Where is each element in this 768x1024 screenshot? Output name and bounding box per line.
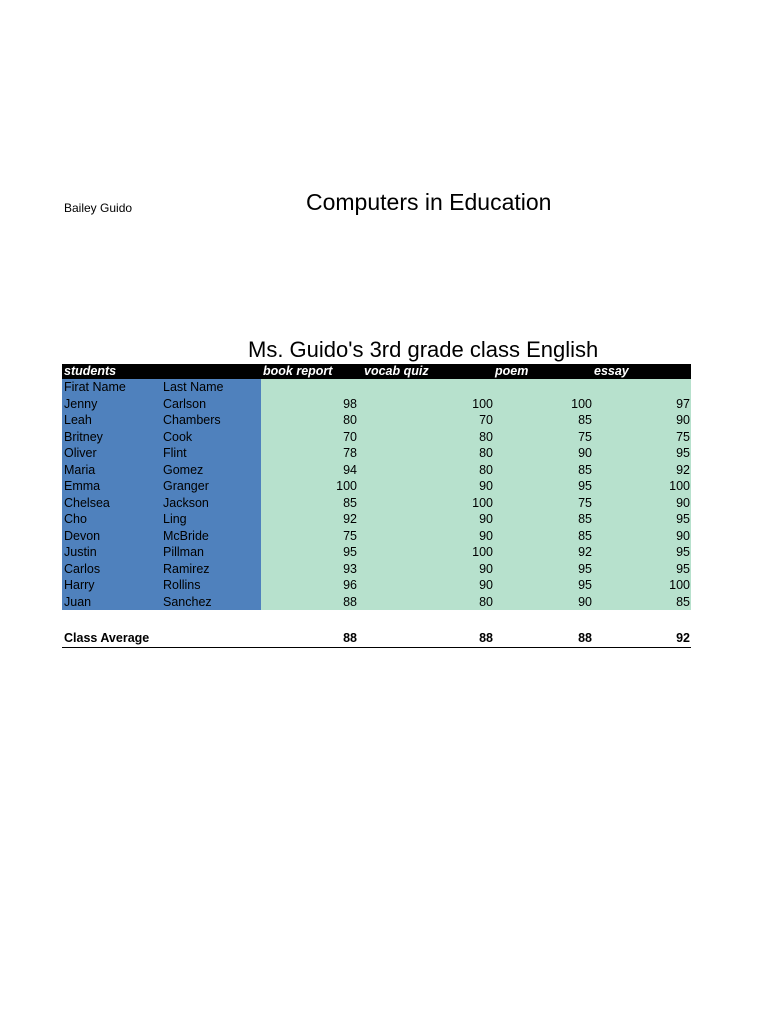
last-name-cell: Pillman	[163, 545, 204, 559]
first-name-label: Firat Name	[64, 380, 126, 394]
last-name-cell: Flint	[163, 446, 187, 460]
first-name-cell: Britney	[64, 429, 103, 444]
last-name-cell: Ling	[163, 512, 187, 526]
score-poem: 85	[578, 413, 592, 427]
score-book-report: 100	[336, 479, 357, 493]
grades-table	[62, 364, 691, 610]
header-book-report: book report	[263, 364, 333, 378]
first-name-cell: Chelsea	[64, 495, 110, 510]
table-row	[62, 544, 691, 561]
first-name-cell: Harry	[64, 578, 95, 592]
score-vocab-quiz: 100	[472, 495, 493, 510]
score-vocab-quiz: 70	[479, 413, 493, 427]
score-vocab-quiz: 90	[479, 528, 493, 543]
author-name: Bailey Guido	[64, 201, 133, 215]
score-poem: 95	[578, 479, 592, 493]
score-essay: 95	[676, 545, 690, 559]
score-book-report: 88	[343, 594, 357, 609]
average-essay: 92	[676, 631, 690, 645]
score-poem: 85	[578, 512, 592, 526]
score-essay: 75	[676, 429, 690, 444]
score-vocab-quiz: 90	[479, 479, 493, 493]
sheet-title: Ms. Guido's 3rd grade class English	[248, 337, 599, 362]
last-name-cell: McBride	[163, 528, 209, 543]
score-vocab-quiz: 80	[479, 594, 493, 609]
first-name-cell: Juan	[64, 594, 92, 609]
table-header-row	[62, 364, 691, 379]
table-row	[62, 511, 691, 528]
score-poem: 75	[578, 429, 592, 444]
score-vocab-quiz: 100	[472, 396, 493, 411]
last-name-cell: Ramirez	[163, 561, 210, 576]
score-essay: 90	[676, 528, 690, 543]
table-row	[62, 429, 691, 446]
score-book-report: 85	[343, 495, 357, 510]
score-vocab-quiz: 80	[479, 462, 493, 477]
score-vocab-quiz: 100	[472, 545, 493, 559]
table-row	[62, 412, 691, 429]
header-essay: essay	[594, 364, 629, 378]
last-name-cell: Carlson	[163, 396, 207, 411]
score-essay: 95	[676, 512, 690, 526]
first-name-cell: Maria	[64, 462, 96, 477]
first-name-cell: Carlos	[64, 561, 101, 576]
table-row	[62, 577, 691, 594]
score-book-report: 92	[343, 512, 357, 526]
first-name-cell: Jenny	[64, 396, 98, 411]
header-poem: poem	[495, 364, 529, 378]
average-book-report: 88	[343, 631, 357, 645]
first-name-cell: Devon	[64, 528, 101, 543]
last-name-cell: Chambers	[163, 413, 221, 427]
score-essay: 100	[669, 578, 690, 592]
score-essay: 90	[676, 413, 690, 427]
score-vocab-quiz: 90	[479, 578, 493, 592]
score-book-report: 78	[343, 446, 357, 460]
score-poem: 95	[578, 561, 592, 576]
last-name-cell: Jackson	[163, 495, 209, 510]
class-average-label: Class Average	[64, 631, 150, 645]
header-vocab-quiz: vocab quiz	[364, 364, 429, 378]
score-essay: 90	[676, 495, 690, 510]
score-essay: 85	[676, 594, 690, 609]
score-vocab-quiz: 90	[479, 512, 493, 526]
table-row	[62, 462, 691, 479]
score-poem: 85	[578, 462, 592, 477]
header-students: students	[64, 364, 117, 378]
score-book-report: 93	[343, 561, 357, 576]
score-essay: 100	[669, 479, 690, 493]
score-essay: 95	[676, 561, 690, 576]
last-name-cell: Sanchez	[163, 594, 212, 609]
class-average-row	[62, 630, 691, 648]
table-row	[62, 561, 691, 578]
average-poem: 88	[578, 631, 592, 645]
table-row	[62, 528, 691, 545]
score-poem: 85	[578, 528, 592, 543]
score-poem: 100	[571, 396, 592, 411]
first-name-cell: Justin	[64, 545, 97, 559]
first-name-cell: Cho	[64, 512, 87, 526]
score-essay: 92	[676, 462, 690, 477]
column-label-row	[62, 379, 691, 396]
table-row	[62, 478, 691, 495]
average-vocab-quiz: 88	[479, 631, 493, 645]
score-essay: 97	[676, 396, 690, 411]
score-book-report: 75	[343, 528, 357, 543]
score-poem: 90	[578, 594, 592, 609]
table-row	[62, 396, 691, 413]
last-name-cell: Cook	[163, 429, 193, 444]
document-title: Computers in Education	[306, 189, 552, 215]
first-name-cell: Oliver	[64, 446, 97, 460]
score-vocab-quiz: 80	[479, 429, 493, 444]
first-name-cell: Emma	[64, 479, 101, 493]
table-row	[62, 445, 691, 462]
score-book-report: 98	[343, 396, 357, 411]
score-book-report: 94	[343, 462, 357, 477]
last-name-cell: Granger	[163, 479, 209, 493]
score-poem: 75	[578, 495, 592, 510]
table-row	[62, 495, 691, 512]
score-essay: 95	[676, 446, 690, 460]
table-row	[62, 594, 691, 611]
score-poem: 90	[578, 446, 592, 460]
score-book-report: 80	[343, 413, 357, 427]
first-name-cell: Leah	[64, 413, 92, 427]
last-name-cell: Gomez	[163, 462, 204, 477]
score-poem: 95	[578, 578, 592, 592]
last-name-cell: Rollins	[163, 578, 201, 592]
score-vocab-quiz: 90	[479, 561, 493, 576]
score-book-report: 70	[343, 429, 357, 444]
score-vocab-quiz: 80	[479, 446, 493, 460]
score-poem: 92	[578, 545, 592, 559]
score-book-report: 96	[343, 578, 357, 592]
score-book-report: 95	[343, 545, 357, 559]
last-name-label: Last Name	[163, 380, 224, 394]
